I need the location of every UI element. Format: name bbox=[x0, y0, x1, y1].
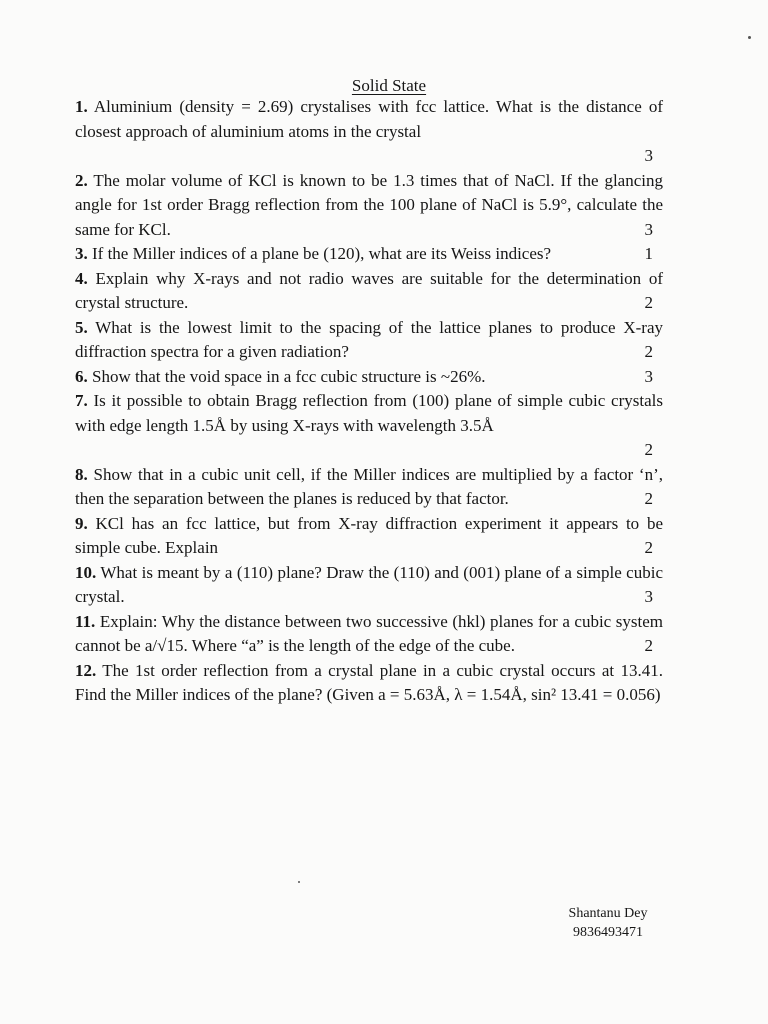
question-text: What is meant by a (110) plane? Draw the (110) and (001) plane of a simple cubic crystal. bbox=[75, 562, 663, 606]
question-text: What is the lowest limit to the spacing of the lattice planes to produce X-ray diffraction spectra for a given radiation? bbox=[75, 317, 663, 361]
question-text: KCl has an fcc lattice, but from X-ray diffraction experiment it appears to be simple cube. Explain bbox=[75, 513, 663, 557]
question-number: 4. bbox=[75, 268, 88, 288]
question-item bbox=[75, 316, 663, 365]
question-number: 8. bbox=[75, 464, 88, 484]
question-text: The 1st order reflection from a crystal plane in a cubic crystal occurs at 13.41. Find the Miller indices of the plane? (Given a = 5.63Å, λ = 1.54Å, sin² 13.41 = 0.056) bbox=[75, 660, 663, 704]
page-title: Solid State bbox=[351, 76, 427, 95]
author-phone: 9836493471 bbox=[573, 925, 643, 940]
question-marks: 1 bbox=[644, 244, 653, 263]
question-marks: 2 bbox=[644, 538, 653, 557]
question-text: Explain why X-rays and not radio waves are suitable for the determination of crystal structure. bbox=[75, 268, 664, 312]
question-marks: 2 bbox=[644, 636, 653, 655]
question-item bbox=[75, 365, 663, 390]
question-text: Is it possible to obtain Bragg reflection from (100) plane of simple cubic crystals with edge length 1.5Å by using X-rays with wavelength 3.5Å bbox=[75, 391, 663, 435]
question-number: 2. bbox=[75, 170, 88, 190]
signature-block bbox=[548, 904, 668, 942]
question-number: 3. bbox=[75, 244, 88, 263]
question-marks: 2 bbox=[644, 293, 653, 312]
question-item bbox=[75, 169, 663, 243]
question-item bbox=[75, 512, 663, 561]
question-marks: 3 bbox=[644, 366, 653, 386]
question-marks: 3 bbox=[644, 146, 653, 165]
question-number: 10. bbox=[75, 562, 97, 582]
question-text: Aluminium (density = 2.69) crystalises with fcc lattice. What is the distance of closest approach of aluminium atoms in the crystal bbox=[75, 97, 664, 141]
question-text: Explain: Why the distance between two successive (hkl) planes for a cubic system cannot be a/√15. Where “a” is the length of the edge of the cube. bbox=[75, 611, 663, 655]
question-number: 9. bbox=[75, 513, 88, 533]
question-number: 7. bbox=[75, 391, 88, 410]
question-list bbox=[75, 95, 663, 708]
question-marks: 2 bbox=[644, 489, 653, 508]
question-number: 6. bbox=[75, 366, 88, 386]
question-number: 12. bbox=[75, 660, 97, 680]
question-item bbox=[75, 610, 663, 659]
question-item bbox=[75, 95, 663, 169]
question-text: The molar volume of KCl is known to be 1.3 times that of NaCl. If the glancing angle for 1st order Bragg reflection from the 100 plane of NaCl is 5.9°, calculate the same for KCl. bbox=[75, 170, 663, 239]
question-item bbox=[75, 463, 663, 512]
scan-speck bbox=[748, 36, 751, 39]
question-number: 1. bbox=[75, 97, 88, 116]
scan-speck bbox=[298, 881, 300, 883]
question-text: If the Miller indices of a plane be (120), what are its Weiss indices? bbox=[92, 244, 552, 263]
question-number: 11. bbox=[75, 611, 96, 631]
question-item bbox=[75, 242, 663, 267]
question-number: 5. bbox=[75, 317, 88, 337]
question-item bbox=[75, 659, 663, 708]
question-marks: 3 bbox=[644, 219, 653, 239]
question-item bbox=[75, 389, 663, 463]
question-marks: 2 bbox=[644, 342, 653, 361]
question-item bbox=[75, 267, 663, 316]
question-item bbox=[75, 561, 663, 610]
author-name: Shantanu Dey bbox=[568, 906, 648, 921]
question-text: Show that in a cubic unit cell, if the Miller indices are multiplied by a factor ‘n’, then the separation between the planes is reduced by that factor. bbox=[75, 464, 664, 508]
question-marks: 2 bbox=[644, 440, 653, 459]
question-text: Show that the void space in a fcc cubic structure is ~26%. bbox=[92, 366, 486, 386]
question-marks: 3 bbox=[644, 587, 653, 606]
